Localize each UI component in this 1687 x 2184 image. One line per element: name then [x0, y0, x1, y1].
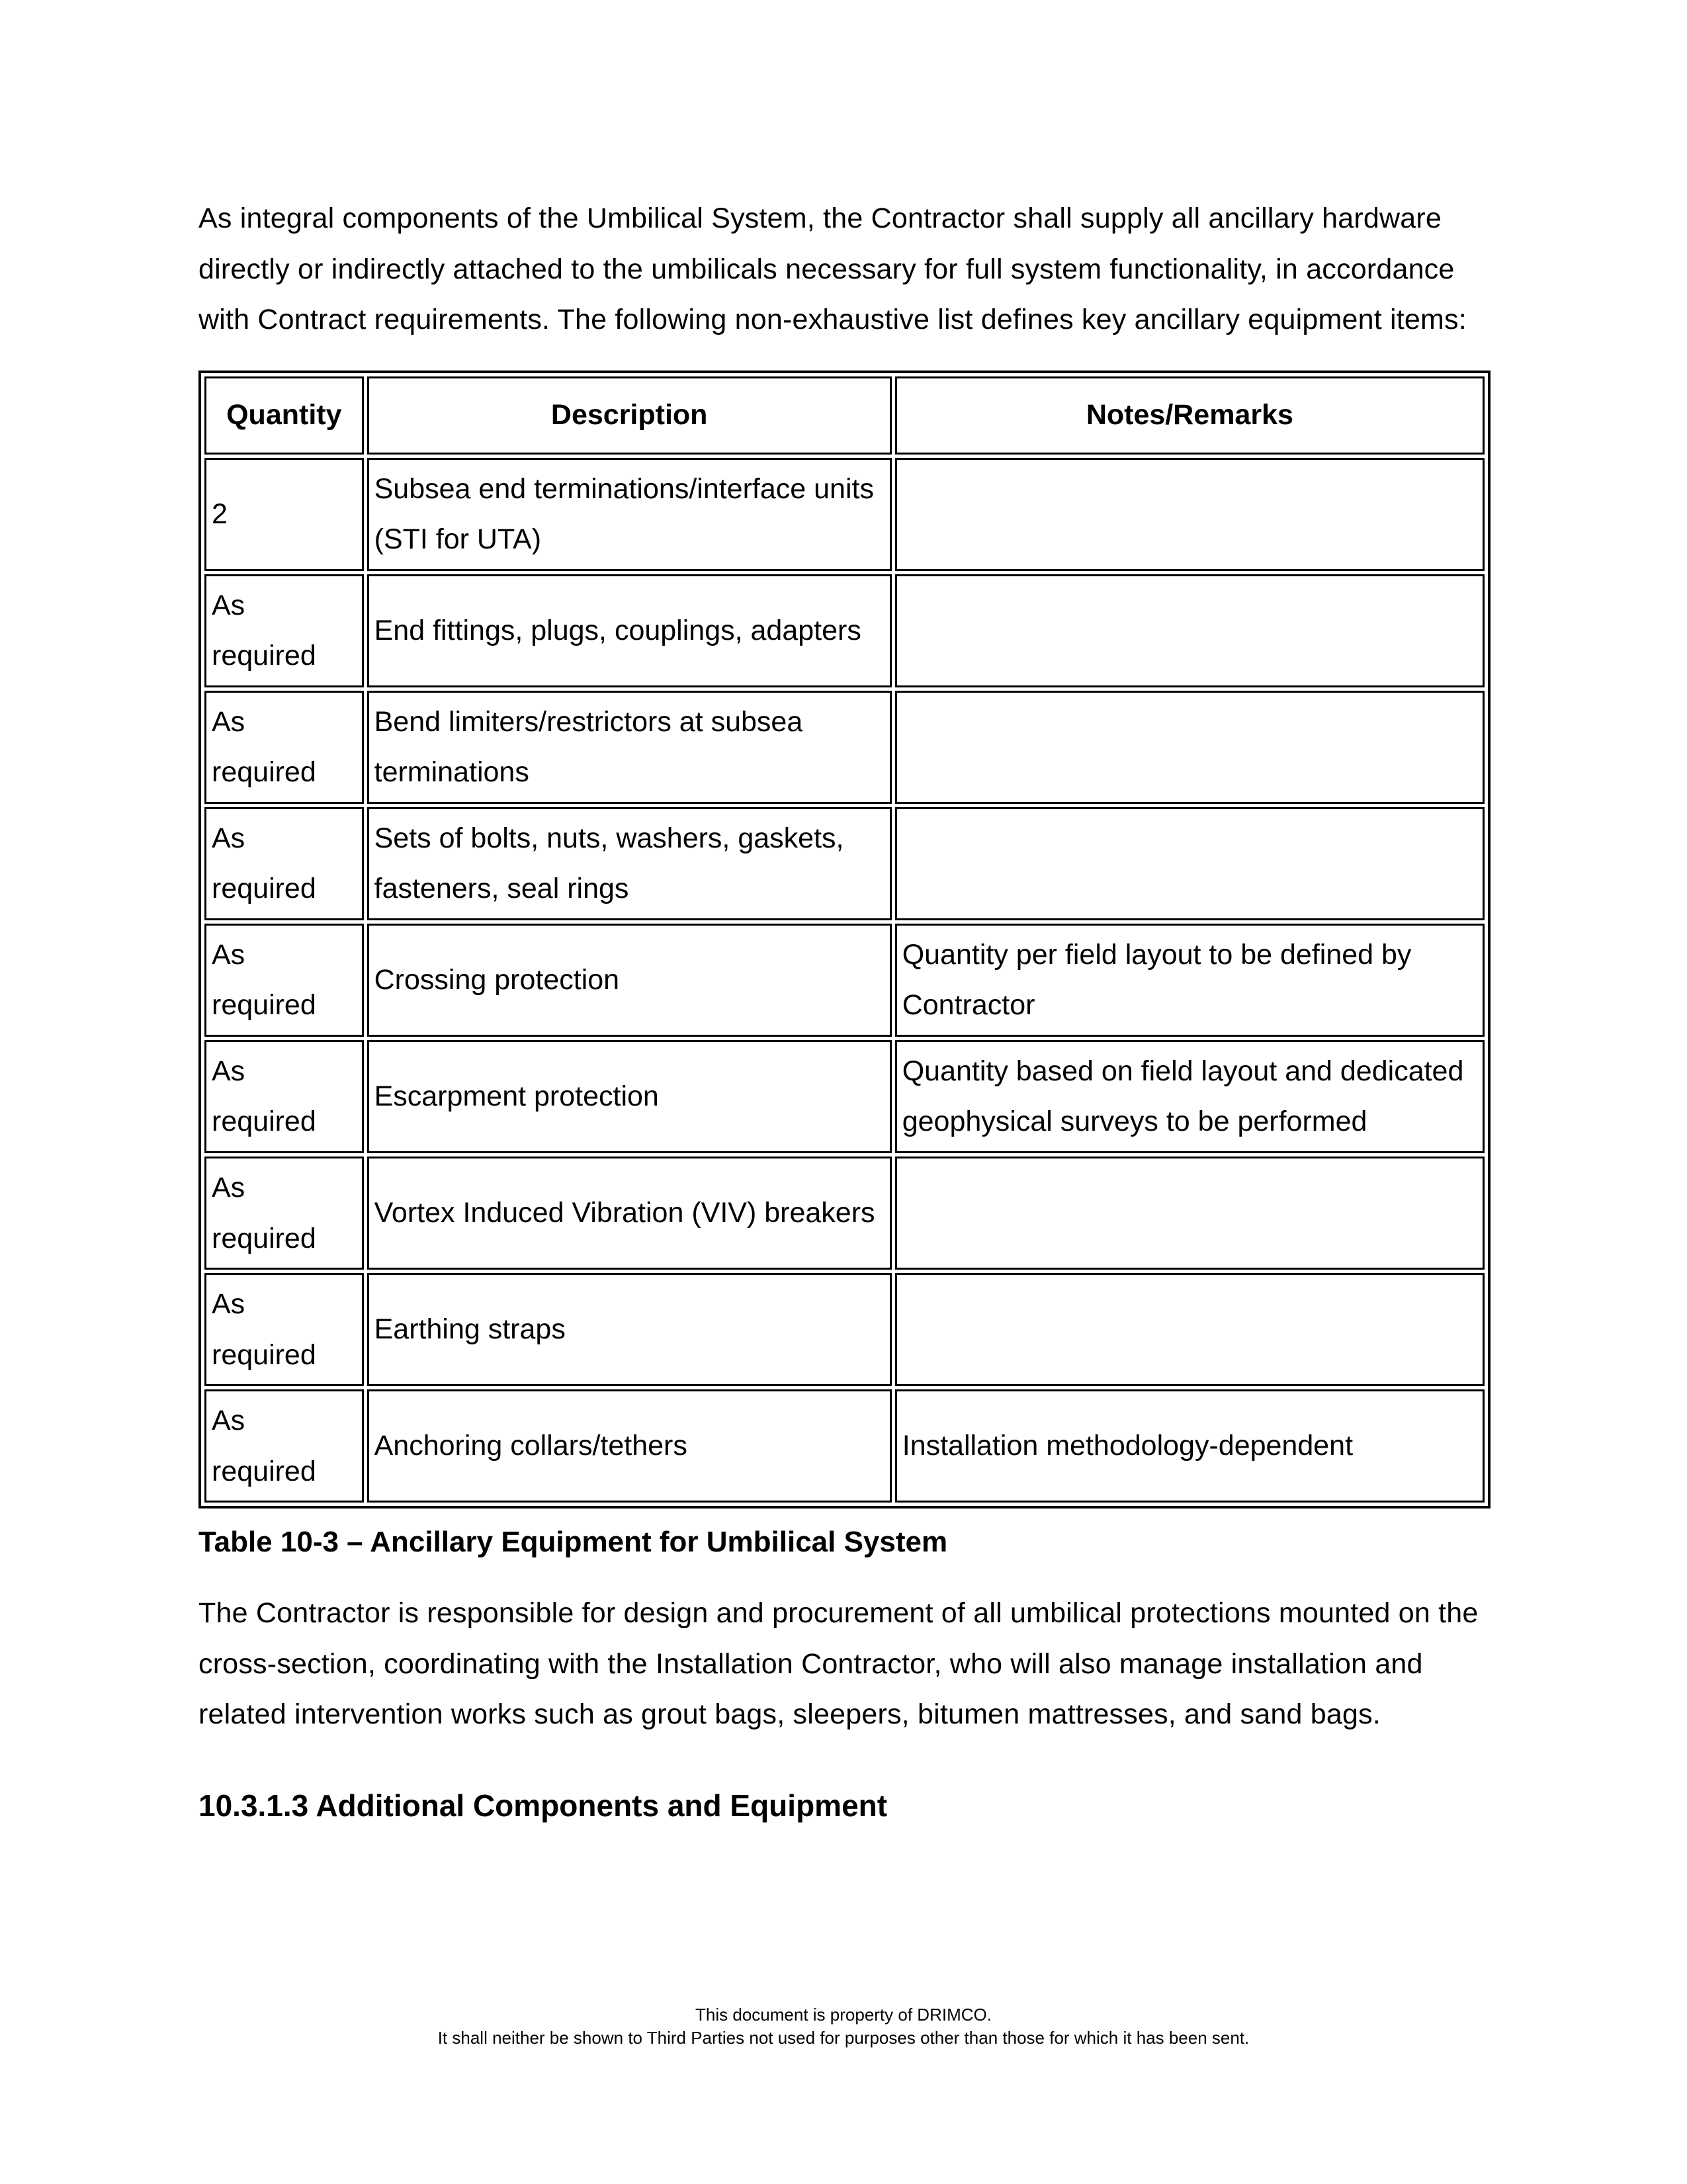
cell-description: Escarpment protection — [367, 1040, 892, 1153]
header-description: Description — [367, 376, 892, 455]
cell-quantity: 2 — [204, 458, 364, 571]
body-paragraph: The Contractor is responsible for design and procurement of all umbilical protections mounted on the cross-section, coordinating with the Installation Contractor, who will also manage installation and related intervention works such as grout bags, sleepers, bitumen mattresses, and sand bags. — [198, 1597, 1479, 1731]
cell-description: Subsea end terminations/interface units (STI for UTA) — [367, 458, 892, 571]
cell-notes — [895, 458, 1485, 571]
cell-description: Earthing straps — [367, 1273, 892, 1386]
cell-quantity: As required — [204, 574, 364, 687]
cell-notes — [895, 574, 1485, 687]
cell-notes — [895, 1157, 1485, 1270]
cell-notes — [895, 691, 1485, 804]
table-row — [204, 574, 1485, 687]
table-row — [204, 691, 1485, 804]
table-row — [204, 1273, 1485, 1386]
cell-description: Anchoring collars/tethers — [367, 1389, 892, 1503]
cell-description: Crossing protection — [367, 924, 892, 1037]
cell-quantity: As required — [204, 1273, 364, 1386]
table-caption: Table 10-3 – Ancillary Equipment for Umbilical System — [198, 1526, 948, 1559]
cell-notes: Quantity based on field layout and dedicated geophysical surveys to be performed — [895, 1040, 1485, 1153]
table-row — [204, 1389, 1485, 1503]
cell-notes — [895, 1273, 1485, 1386]
cell-notes: Quantity per field layout to be defined by Contractor — [895, 924, 1485, 1037]
cell-notes — [895, 807, 1485, 920]
ancillary-equipment-table — [198, 371, 1491, 1509]
cell-description: End fittings, plugs, couplings, adapters — [367, 574, 892, 687]
cell-quantity: As required — [204, 1389, 364, 1503]
cell-notes: Installation methodology-dependent — [895, 1389, 1485, 1503]
table-row — [204, 1040, 1485, 1153]
table-row — [204, 458, 1485, 571]
table-row — [204, 924, 1485, 1037]
cell-quantity: As required — [204, 924, 364, 1037]
cell-description: Bend limiters/restrictors at subsea terminations — [367, 691, 892, 804]
cell-quantity: As required — [204, 691, 364, 804]
cell-quantity: As required — [204, 1157, 364, 1270]
cell-quantity: As required — [204, 1040, 364, 1153]
table-row — [204, 1157, 1485, 1270]
footer-line-2: It shall neither be shown to Third Parties not used for purposes other than those for which it has been sent. — [437, 2028, 1250, 2048]
cell-description: Vortex Induced Vibration (VIV) breakers — [367, 1157, 892, 1270]
page-footer — [0, 2003, 1687, 2050]
cell-quantity: As required — [204, 807, 364, 920]
header-notes-remarks: Notes/Remarks — [895, 376, 1485, 455]
intro-paragraph: As integral components of the Umbilical System, the Contractor shall supply all ancillary hardware directly or indirectly attached to the umbilicals necessary for full system functionality, in accordance with Contract requirements. The following non-exhaustive list defines key ancillary equipment items: — [198, 202, 1467, 336]
header-quantity: Quantity — [204, 376, 364, 455]
footer-line-1: This document is property of DRIMCO. — [695, 2005, 992, 2025]
table-header-row — [204, 376, 1485, 455]
section-heading: 10.3.1.3 Additional Components and Equipment — [198, 1788, 888, 1823]
cell-description: Sets of bolts, nuts, washers, gaskets, fasteners, seal rings — [367, 807, 892, 920]
table-row — [204, 807, 1485, 920]
